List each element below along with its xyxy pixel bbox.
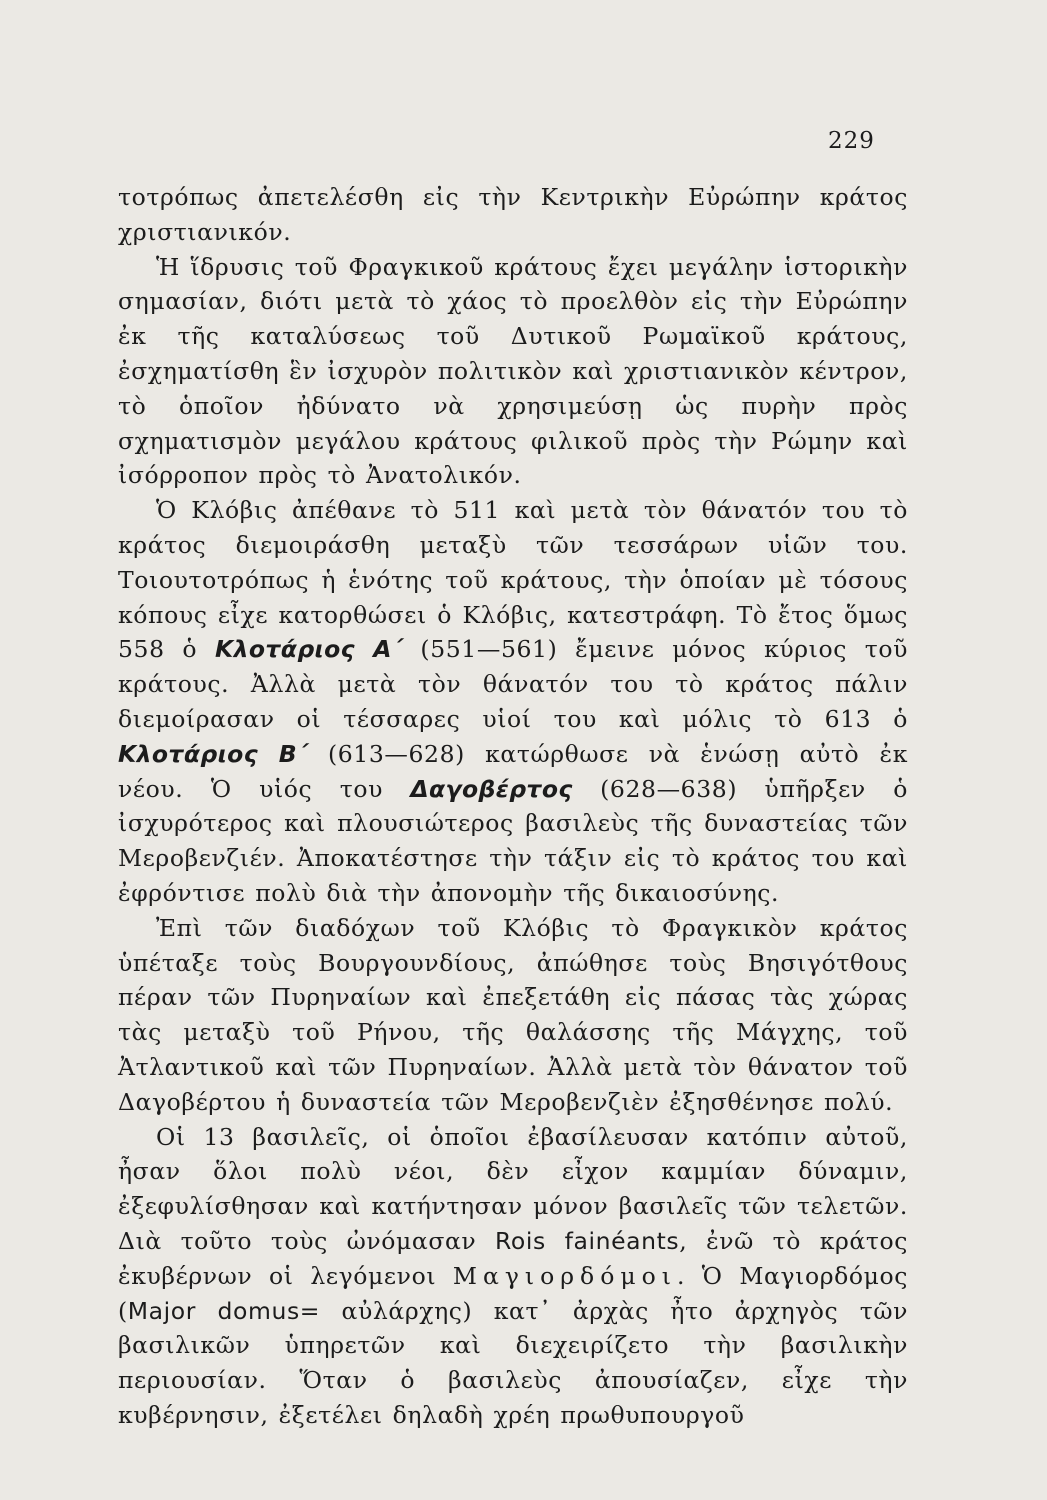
paragraph — [118, 911, 908, 1120]
paragraph — [118, 180, 908, 250]
text-run: Οἱ 13 βασιλεῖς, οἱ ὁποῖοι ἐβασίλευσαν κατόπιν αὐτοῦ, ἦσαν ὅλοι πολὺ νέοι, δὲν εἶχον καμμίαν δύναμιν, ἐξεφυλίσθησαν καὶ κατήντησαν μόνον βασιλεῖς τῶν τελετῶν. Διὰ τοῦτο τοὺς ὠνόμασαν — [118, 1122, 908, 1255]
emphasized-name: Κλοτάριος Α΄ — [214, 635, 403, 664]
text-run: Ἡ ἵδρυσις τοῦ Φραγκικοῦ κράτους ἔχει μεγάλην ἱστορικὴν σημασίαν, διότι μετὰ τὸ χάος τὸ προελθὸν εἰς τὴν Εὐρώπην ἐκ τῆς καταλύσεως τοῦ Δυτικοῦ Ρωμαϊκοῦ κράτους, ἐσχηματίσθη ἓν ἰσχυρὸν πολιτικὸν καὶ χριστιανικὸν κέντρον, τὸ ὁποῖον ἠδύνατο νὰ χρησιμεύσῃ ὡς πυρὴν πρὸς σχηματισμὸν μεγάλου κράτους φιλικοῦ πρὸς τὴν Ρώμην καὶ ἰσόρροπον πρὸς τὸ Ἀνατολικόν. — [118, 252, 908, 490]
text-run: (613—628) κατώρθωσε νὰ ἑνώσῃ αὐτὸ ἐκ νέου. Ὁ υἱός του — [118, 739, 908, 803]
text-run: , ἐνῶ τὸ κράτος ἐκυβέρνων οἱ λεγόμενοι — [118, 1226, 908, 1290]
text-run: (551—561) ἔμεινε μόνος κύριος τοῦ κράτους. Ἀλλὰ μετὰ τὸν θάνατόν του τὸ κράτος πάλιν διεμοίρασαν οἱ τέσσαρες υἱοί του καὶ μόλις τὸ 613 ὁ — [118, 635, 909, 733]
paragraph — [118, 1120, 908, 1433]
text-run: Ὁ Κλόβις ἀπέθανε τὸ 511 καὶ μετὰ τὸν θάνατόν του τὸ κράτος διεμοιράσθη μεταξὺ τῶν τεσσάρων υἱῶν του. Τοιουτοτρόπως ἡ ἑνότης τοῦ κράτους, τὴν ὁποίαν μὲ τόσους κόπους εἶχε κατορθώσει ὁ Κλόβις, κατεστράφη. Τὸ ἔτος ὅμως 558 ὁ — [118, 496, 908, 664]
spaced-term: Μαγιορδόμοι — [452, 1261, 677, 1290]
body-text — [118, 180, 908, 1433]
text-run: (628—638) ὑπῆρξεν ὁ ἰσχυρότερος καὶ πλουσιώτερος βασιλεὺς τῆς δυναστείας τῶν Μεροβενζιέν. Ἀποκατέστησε τὴν τάξιν εἰς τὸ κράτος του καὶ ἐφρόντισε πολὺ διὰ τὴν ἀπονομὴν τῆς δικαιοσύνης. — [118, 774, 908, 907]
text-run: τοτρόπως ἀπετελέσθη εἰς τὴν Κεντρικὴν Εὐρώπην κράτος χριστιανικόν. — [118, 183, 908, 246]
paragraph — [118, 250, 908, 494]
text-run: Ἐπὶ τῶν διαδόχων τοῦ Κλόβις τὸ Φραγκικὸν κράτος ὑπέταξε τοὺς Βουργουνδίους, ἀπώθησε τοὺς Βησιγότθους πέραν τῶν Πυρηναίων καὶ ἐπεξετάθη εἰς πάσας τὰς χώρας τὰς μεταξὺ τοῦ Ρήνου, τῆς θαλάσσης τῆς Μάγχης, τοῦ Ἀτλαντικοῦ καὶ τῶν Πυρηναίων. Ἀλλὰ μετὰ τὸν θάνατον τοῦ Δαγοβέρτου ἡ δυναστεία τῶν Μεροβενζιὲν ἐξησθένησε πολύ. — [118, 913, 908, 1116]
latin-phrase: Rois fainéants — [495, 1226, 680, 1255]
text-run: = αὐλάρχης) κατ᾽ ἀρχὰς ἦτο ἀρχηγὸς τῶν βασιλικῶν ὑπηρετῶν καὶ διεχειρίζετο τὴν βασιλικὴν περιουσίαν. Ὅταν ὁ βασιλεὺς ἀπουσίαζεν, εἶχε τὴν κυβέρνησιν, ἐξετέλει δηλαδὴ χρέη πρωθυπουργοῦ — [118, 1296, 908, 1429]
paragraph — [118, 493, 908, 911]
latin-phrase: Major domus — [127, 1296, 300, 1325]
page-number: 229 — [828, 128, 875, 154]
emphasized-name: Κλοτάριος Β΄ — [118, 739, 308, 768]
text-run: . Ὁ Μαγιορδόμος ( — [118, 1261, 908, 1325]
emphasized-name: Δαγοβέρτος — [410, 774, 573, 803]
